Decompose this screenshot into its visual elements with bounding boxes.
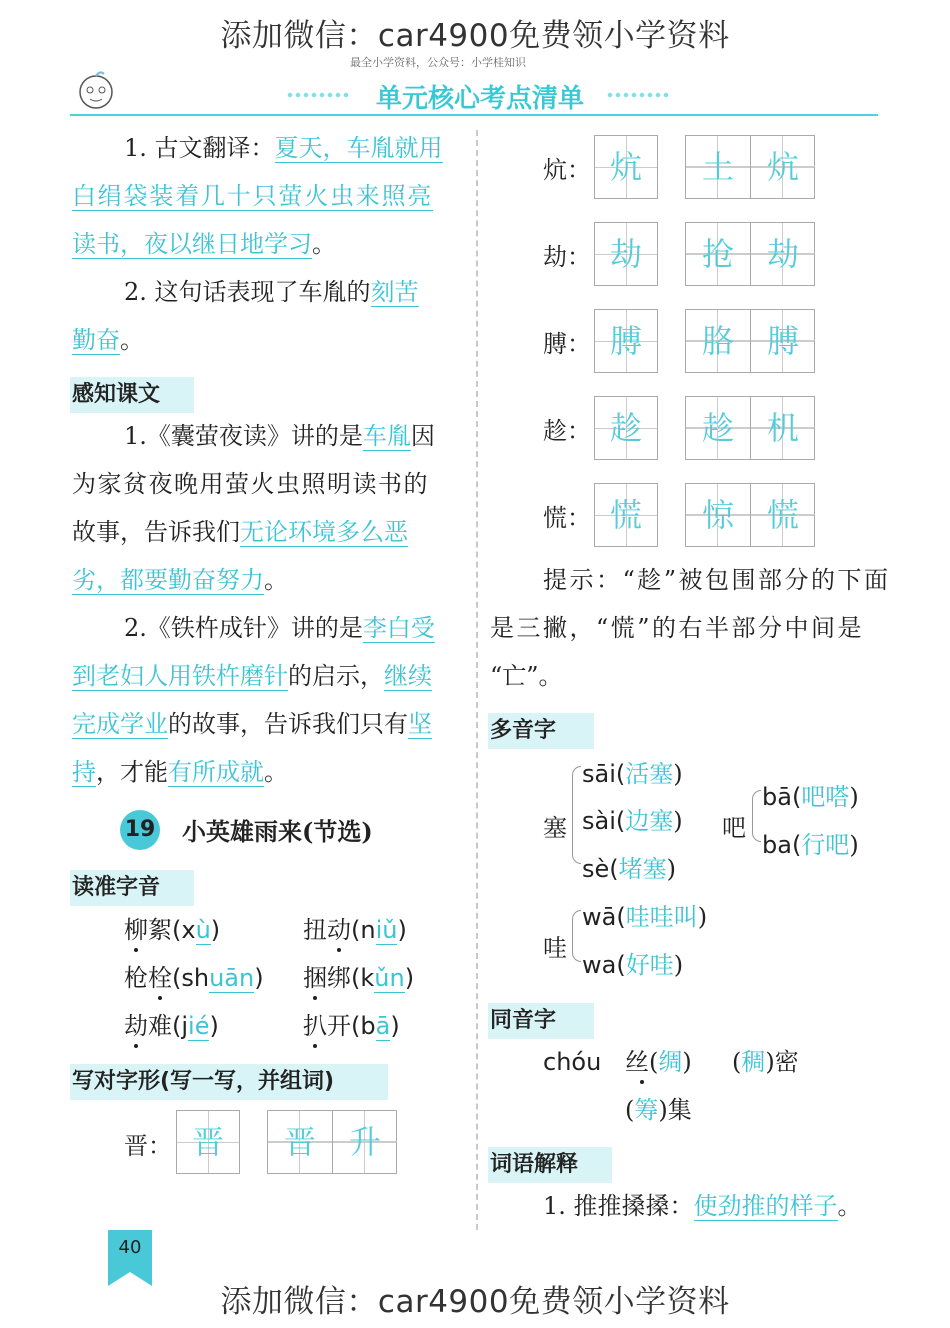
p2-line3: 完成学业的故事，告诉我们只有坚 bbox=[72, 710, 432, 738]
answer: 继续 bbox=[384, 662, 432, 690]
answer: 读书，夜以继日地学习 bbox=[72, 230, 312, 258]
section-heading-perceive: 感知课文 bbox=[70, 377, 194, 413]
watermark-top: 添加微信：car4900免费领小学资料 bbox=[220, 18, 730, 54]
brace bbox=[572, 766, 581, 864]
answer: 李白受 bbox=[362, 614, 435, 642]
section-heading-char-form: 写对字形(写一写，并组词) bbox=[70, 1064, 388, 1100]
writing-grid: 趁 bbox=[594, 396, 658, 460]
q1-line2 bbox=[72, 172, 433, 220]
section-heading-polyphone: 多音字 bbox=[488, 713, 594, 749]
answer: 到老妇人用铁杵磨针 bbox=[72, 662, 288, 690]
answer: 完成学业 bbox=[72, 710, 168, 738]
writing-grid: 炕 bbox=[594, 135, 658, 199]
brace bbox=[752, 790, 761, 842]
section-heading-pronunciation: 读准字音 bbox=[70, 870, 194, 906]
pron-item: 柳絮(xù) bbox=[124, 916, 221, 944]
p2-line1: 2.《铁杵成针》讲的是李白受 bbox=[124, 614, 435, 642]
answer: 劣，都要勤奋努力 bbox=[72, 566, 264, 594]
writing-grid: 晋 bbox=[176, 1110, 240, 1174]
writing-grid: 劫 bbox=[594, 222, 658, 286]
pron-item: 劫难(jié) bbox=[124, 1012, 219, 1040]
pron-item: 扭动(niǔ) bbox=[303, 916, 407, 944]
lesson-number-badge: 19 bbox=[120, 810, 160, 850]
polyphone-reading: sāi(活塞) bbox=[582, 760, 683, 788]
section-heading-word-explanation: 词语解释 bbox=[488, 1147, 612, 1183]
polyphone-reading: wā(哇哇叫) bbox=[582, 903, 708, 931]
tip-line3: “亡”。 bbox=[490, 662, 563, 690]
header-dots-right bbox=[606, 92, 670, 98]
grid-label: 炕： bbox=[543, 156, 591, 184]
polyphone-char: 哇 bbox=[543, 934, 567, 962]
writing-grid: 慌 bbox=[594, 483, 658, 547]
polyphone-char: 吧 bbox=[722, 814, 746, 842]
p1-line4: 劣，都要勤奋努力。 bbox=[72, 566, 288, 594]
polyphone-char: 塞 bbox=[543, 814, 567, 842]
lesson-title: 小英雄雨来(节选) bbox=[182, 817, 373, 846]
polyphone-reading: wa(好哇) bbox=[582, 951, 684, 979]
page-number: 40 bbox=[108, 1230, 152, 1286]
p1-line1: 1.《囊萤夜读》讲的是车胤因 bbox=[124, 422, 435, 450]
answer: 夏天，车胤就用 bbox=[274, 134, 443, 162]
q1-line1: 1. 古文翻译：夏天，车胤就用 bbox=[124, 134, 443, 162]
grid-label: 膊： bbox=[543, 330, 591, 358]
writing-grid-pair: 惊 慌 bbox=[685, 483, 815, 547]
homophone-pinyin: chóu bbox=[543, 1048, 602, 1076]
q1-line3: 读书，夜以继日地学习。 bbox=[72, 230, 336, 258]
brace bbox=[572, 910, 581, 962]
writing-grid-pair: 抢 劫 bbox=[685, 222, 815, 286]
header-tiny-text: 最全小学资料，公众号：小学桂知识 bbox=[350, 56, 526, 69]
writing-grid-pair: 晋 升 bbox=[267, 1110, 397, 1174]
watermark-bottom: 添加微信：car4900免费领小学资料 bbox=[220, 1284, 730, 1320]
writing-grid: 膊 bbox=[594, 309, 658, 373]
q2-line2: 勤奋。 bbox=[72, 326, 144, 354]
answer: 刻苦 bbox=[370, 278, 419, 306]
answer: 有所成就 bbox=[168, 758, 264, 786]
page-title: 单元核心考点清单 bbox=[375, 84, 584, 114]
p1-line2: 为家贫夜晚用萤火虫照明读书的 bbox=[72, 470, 429, 498]
p2-line4: 持，才能有所成就。 bbox=[72, 758, 288, 786]
pron-item: 捆绑(kǔn) bbox=[303, 964, 415, 992]
grid-label: 慌： bbox=[543, 504, 591, 532]
tip-line2: 是三撇，“慌”的右半部分中间是 bbox=[490, 614, 865, 642]
answer: 使劲推的样子 bbox=[693, 1192, 838, 1220]
definition-line: 1. 推推搡搡：使劲推的样子。 bbox=[543, 1192, 862, 1220]
writing-grid-pair: 趁 机 bbox=[685, 396, 815, 460]
pron-item: 扒开(bā) bbox=[303, 1012, 400, 1040]
answer: 坚 bbox=[408, 710, 432, 738]
column-separator bbox=[476, 130, 478, 1230]
homophone-item: (稠)密 bbox=[732, 1048, 799, 1076]
p1-line3: 故事，告诉我们无论环境多么恶 bbox=[72, 518, 408, 546]
answer: 无论环境多么恶 bbox=[240, 518, 408, 546]
header-divider bbox=[70, 114, 878, 116]
answer: 勤奋 bbox=[72, 326, 120, 354]
writing-grid-pair: 胳 膊 bbox=[685, 309, 815, 373]
grid-label: 晋： bbox=[124, 1132, 172, 1160]
grid-label: 趁： bbox=[543, 417, 591, 445]
homophone-item: (筹)集 bbox=[625, 1096, 692, 1124]
homophone-item: 丝(绸) bbox=[625, 1048, 692, 1076]
grid-label: 劫： bbox=[543, 243, 591, 271]
q2-line1: 2. 这句话表现了车胤的刻苦 bbox=[124, 278, 419, 306]
answer: 白绢袋装着几十只萤火虫来照亮 bbox=[72, 182, 434, 210]
p2-line2: 到老妇人用铁杵磨针的启示，继续 bbox=[72, 662, 432, 690]
polyphone-reading: sài(边塞) bbox=[582, 807, 683, 835]
tip-line1: 提示：“趁”被包围部分的下面 bbox=[543, 566, 891, 594]
writing-grid-pair: 土 炕 bbox=[685, 135, 815, 199]
polyphone-reading: sè(堵塞) bbox=[582, 855, 677, 883]
answer: 持 bbox=[72, 758, 96, 786]
mascot-icon bbox=[74, 68, 118, 112]
answer: 车胤 bbox=[362, 422, 411, 450]
polyphone-reading: ba(行吧) bbox=[762, 831, 859, 859]
section-heading-homophone: 同音字 bbox=[488, 1003, 594, 1039]
pron-item: 枪栓(shuān) bbox=[124, 964, 264, 992]
polyphone-reading: bā(吧嗒) bbox=[762, 783, 859, 811]
